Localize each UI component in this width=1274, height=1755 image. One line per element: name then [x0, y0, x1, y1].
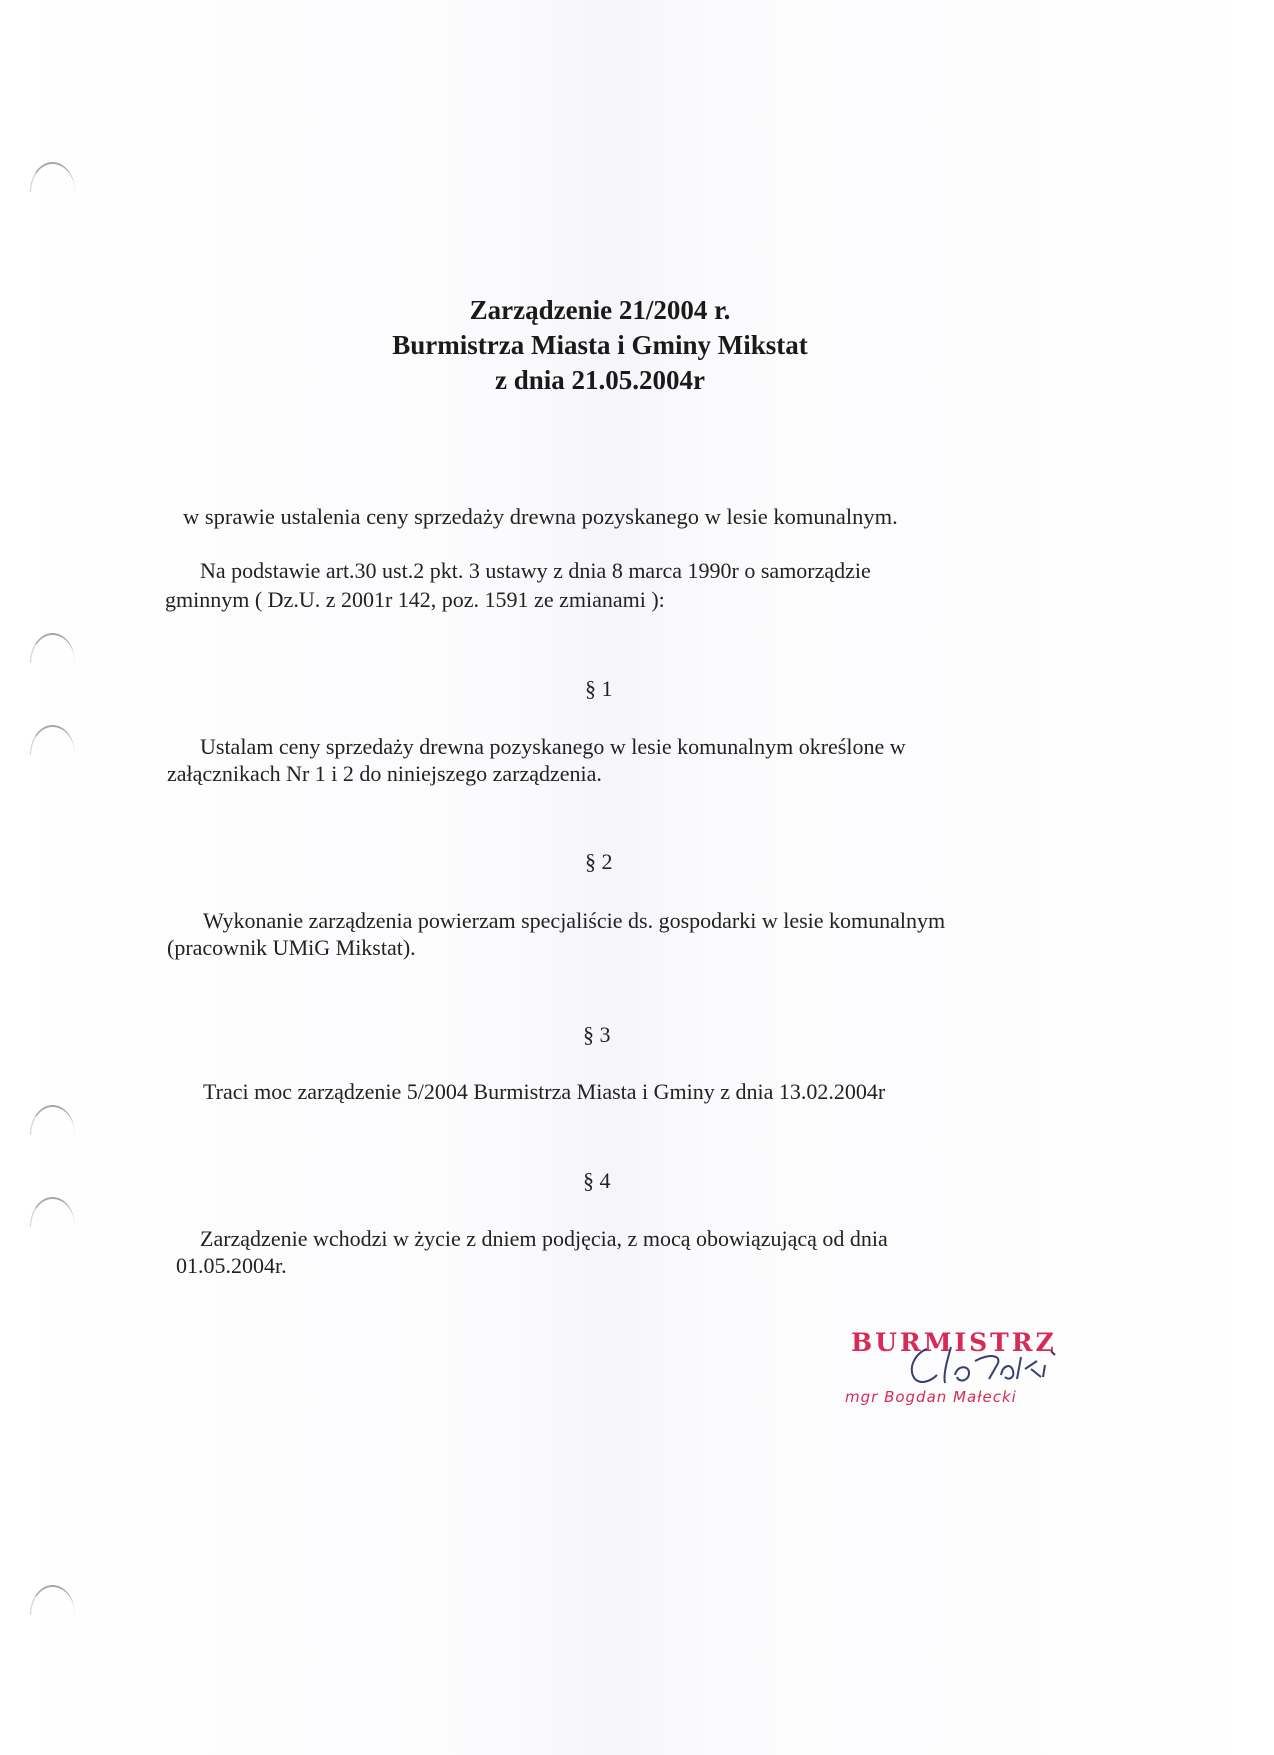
legal-basis-line-1: Na podstawie art.30 ust.2 pkt. 3 ustawy z dnia 8 marca 1990r o samorządzie — [200, 558, 871, 583]
heading-issuer: Burmistrza Miasta i Gminy Mikstat — [392, 330, 808, 360]
punch-hole-mark — [30, 162, 75, 192]
section-sign-4: § 4 — [583, 1168, 611, 1193]
document-heading — [0, 293, 1200, 398]
section-1-line-2: załącznikach Nr 1 i 2 do niniejszego zarządzenia. — [167, 761, 602, 786]
punch-hole-mark — [30, 725, 75, 755]
handwritten-signature — [885, 1335, 1085, 1405]
section-sign-3: § 3 — [583, 1022, 611, 1047]
section-sign-2: § 2 — [585, 849, 613, 874]
section-sign-1: § 1 — [585, 676, 613, 701]
stamp-name: mgr Bogdan Małecki — [845, 1388, 1017, 1406]
section-2-line-1: Wykonanie zarządzenia powierzam specjaliście ds. gospodarki w lesie komunalnym — [203, 908, 946, 933]
stamp-title: BURMISTRZ — [851, 1328, 1057, 1357]
section-4-line-1: Zarządzenie wchodzi w życie z dniem podjęcia, z mocą obowiązującą od dnia — [200, 1226, 888, 1251]
section-3-line-1: Traci moc zarządzenie 5/2004 Burmistrza Miasta i Gminy z dnia 13.02.2004r — [203, 1079, 886, 1104]
mayor-stamp — [845, 1320, 1085, 1420]
punch-hole-mark — [30, 1197, 75, 1227]
punch-hole-mark — [30, 633, 75, 663]
punch-hole-mark — [30, 1585, 75, 1615]
heading-ordinance-number: Zarządzenie 21/2004 r. — [469, 295, 731, 325]
section-4-line-2: 01.05.2004r. — [176, 1253, 287, 1278]
legal-basis-line-2: gminnym ( Dz.U. z 2001r 142, poz. 1591 ze zmianami ): — [165, 587, 665, 612]
heading-date: z dnia 21.05.2004r — [494, 365, 705, 395]
section-1-line-1: Ustalam ceny sprzedaży drewna pozyskanego w lesie komunalnym określone w — [200, 734, 906, 759]
punch-hole-mark — [30, 1105, 75, 1135]
section-2-line-2: (pracownik UMiG Mikstat). — [167, 935, 416, 960]
subject-line: w sprawie ustalenia ceny sprzedaży drewna pozyskanego w lesie komunalnym. — [183, 504, 898, 529]
